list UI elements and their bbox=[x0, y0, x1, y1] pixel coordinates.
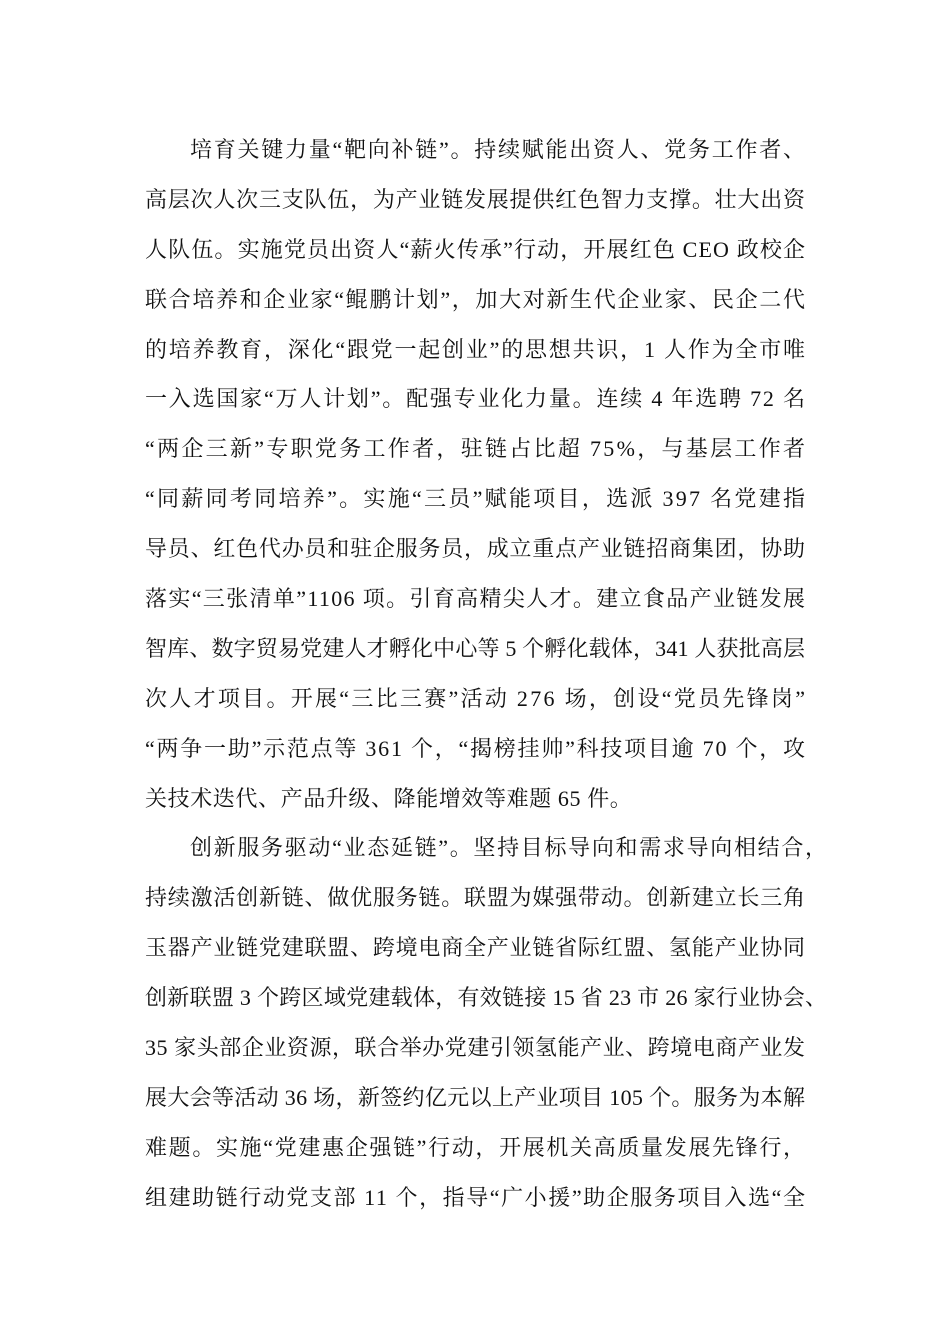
text-line: 智库、数字贸易党建人才孵化中心等 5 个孵化载体，341 人获批高层 bbox=[145, 635, 806, 661]
text-line: 的培养教育，深化“跟党一起创业”的思想共识，1 人作为全市唯 bbox=[145, 336, 807, 362]
text-line: 难题。实施“党建惠企强链”行动，开展机关高质量发展先锋行， bbox=[145, 1134, 807, 1160]
text-line: 人队伍。实施党员出资人“薪火传承”行动，开展红色 CEO 政校企 bbox=[145, 236, 807, 262]
text-line: 关技术迭代、产品升级、降能增效等难题 65 件。 bbox=[145, 785, 633, 811]
text-line: 玉器产业链党建联盟、跨境电商全产业链省际红盟、氢能产业协同 bbox=[145, 935, 806, 961]
text-line: 创新服务驱动“业态延链”。坚持目标导向和需求导向相结合， bbox=[190, 835, 829, 861]
text-line: 35 家头部企业资源，联合举办党建引领氢能产业、跨境电商产业发 bbox=[145, 1035, 806, 1061]
text-line: 导员、红色代办员和驻企服务员，成立重点产业链招商集团，协助 bbox=[145, 536, 806, 562]
body-text bbox=[145, 125, 829, 1223]
text-line: “两争一助”示范点等 361 个，“揭榜挂帅”科技项目逾 70 个，攻 bbox=[145, 735, 807, 761]
text-line: 培育关键力量“靶向补链”。持续赋能出资人、党务工作者、 bbox=[190, 137, 807, 162]
text-line: “两企三新”专职党务工作者，驻链占比超 75%，与基层工作者 bbox=[145, 436, 808, 462]
paragraph-talent-chain bbox=[145, 125, 808, 823]
text-line: 高层次人次三支队伍，为产业链发展提供红色智力支撑。壮大出资 bbox=[145, 186, 806, 212]
text-line: 落实“三张清单”1106 项。引育高精尖人才。建立食品产业链发展 bbox=[145, 586, 807, 612]
text-line: “同薪同考同培养”。实施“三员”赋能项目，选派 397 名党建指 bbox=[145, 486, 808, 512]
text-line: 联合培养和企业家“鲲鹏计划”，加大对新生代企业家、民企二代 bbox=[145, 286, 807, 312]
text-line: 创新联盟 3 个跨区域党建载体，有效链接 15 省 23 市 26 家行业协会、 bbox=[145, 985, 828, 1011]
text-line: 次人才项目。开展“三比三赛”活动 276 场，创设“党员先锋岗” bbox=[145, 685, 808, 711]
text-line: 展大会等活动 36 场，新签约亿元以上产业项目 105 个。服务为本解 bbox=[145, 1084, 806, 1110]
text-line: 持续激活创新链、做优服务链。联盟为媒强带动。创新建立长三角 bbox=[145, 885, 806, 911]
text-line: 组建助链行动党支部 11 个，指导“广小援”助企服务项目入选“全 bbox=[145, 1184, 807, 1210]
paragraph-service-chain bbox=[145, 823, 829, 1222]
text-line: 一入选国家“万人计划”。配强专业化力量。连续 4 年选聘 72 名 bbox=[145, 386, 807, 412]
